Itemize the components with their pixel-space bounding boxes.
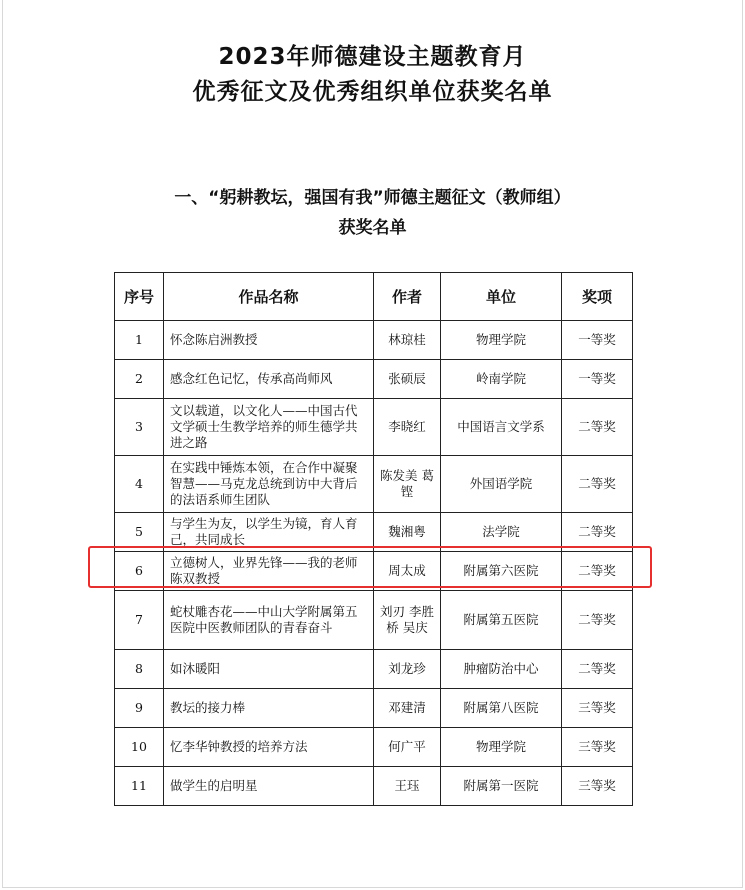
header-author: 作者 bbox=[374, 273, 441, 321]
cell-unit: 岭南学院 bbox=[441, 360, 562, 399]
table-row bbox=[115, 689, 633, 728]
cell-no: 8 bbox=[115, 650, 164, 689]
cell-award: 二等奖 bbox=[562, 399, 633, 456]
header-unit: 单位 bbox=[441, 273, 562, 321]
cell-author: 张硕辰 bbox=[374, 360, 441, 399]
table-row bbox=[115, 321, 633, 360]
header-no: 序号 bbox=[115, 273, 164, 321]
cell-award: 二等奖 bbox=[562, 552, 633, 591]
cell-author: 刘龙珍 bbox=[374, 650, 441, 689]
table-row bbox=[115, 650, 633, 689]
cell-award: 二等奖 bbox=[562, 456, 633, 513]
table-row bbox=[115, 456, 633, 513]
cell-award: 一等奖 bbox=[562, 360, 633, 399]
cell-no: 10 bbox=[115, 728, 164, 767]
section-subtitle-line1: 一、“躬耕教坛，强国有我”师德主题征文（教师组） bbox=[174, 188, 571, 208]
cell-no: 5 bbox=[115, 513, 164, 552]
table-row bbox=[115, 360, 633, 399]
cell-no: 4 bbox=[115, 456, 164, 513]
cell-award: 一等奖 bbox=[562, 321, 633, 360]
cell-unit: 肿瘤防治中心 bbox=[441, 650, 562, 689]
cell-author: 林琼桂 bbox=[374, 321, 441, 360]
page-title-line2: 优秀征文及优秀组织单位获奖名单 bbox=[192, 79, 553, 105]
cell-award: 三等奖 bbox=[562, 689, 633, 728]
cell-title: 怀念陈启洲教授 bbox=[164, 321, 374, 360]
cell-no: 2 bbox=[115, 360, 164, 399]
table-row bbox=[115, 399, 633, 456]
header-title: 作品名称 bbox=[164, 273, 374, 321]
cell-title: 文以载道，以文化人——中国古代文学硕士生教学培养的师生德学共进之路 bbox=[164, 399, 374, 456]
page-title-line1: 2023年师德建设主题教育月 bbox=[218, 44, 527, 70]
cell-author: 邓建清 bbox=[374, 689, 441, 728]
table-row bbox=[115, 591, 633, 650]
cell-title: 忆李华钟教授的培养方法 bbox=[164, 728, 374, 767]
cell-no: 9 bbox=[115, 689, 164, 728]
cell-unit: 附属第五医院 bbox=[441, 591, 562, 650]
header-award: 奖项 bbox=[562, 273, 633, 321]
cell-unit: 物理学院 bbox=[441, 728, 562, 767]
table-header-row bbox=[115, 273, 633, 321]
cell-author: 周太成 bbox=[374, 552, 441, 591]
cell-no: 7 bbox=[115, 591, 164, 650]
cell-award: 二等奖 bbox=[562, 513, 633, 552]
section-subtitle-line2: 获奖名单 bbox=[338, 218, 407, 238]
cell-unit: 外国语学院 bbox=[441, 456, 562, 513]
cell-unit: 附属第一医院 bbox=[441, 767, 562, 806]
cell-unit: 法学院 bbox=[441, 513, 562, 552]
cell-no: 11 bbox=[115, 767, 164, 806]
cell-unit: 附属第八医院 bbox=[441, 689, 562, 728]
cell-author: 李晓红 bbox=[374, 399, 441, 456]
cell-unit: 附属第六医院 bbox=[441, 552, 562, 591]
cell-award: 三等奖 bbox=[562, 767, 633, 806]
table-row bbox=[115, 728, 633, 767]
cell-author: 陈发美 葛铿 bbox=[374, 456, 441, 513]
cell-author: 王珏 bbox=[374, 767, 441, 806]
award-table bbox=[114, 272, 633, 806]
cell-award: 二等奖 bbox=[562, 591, 633, 650]
cell-title: 如沐暖阳 bbox=[164, 650, 374, 689]
highlight-box bbox=[88, 546, 652, 588]
cell-author: 刘刃 李胜桥 吴庆 bbox=[374, 591, 441, 650]
cell-title: 在实践中锤炼本领，在合作中凝聚智慧——马克龙总统到访中大背后的法语系师生团队 bbox=[164, 456, 374, 513]
cell-unit: 物理学院 bbox=[441, 321, 562, 360]
cell-award: 二等奖 bbox=[562, 650, 633, 689]
cell-author: 魏湘粤 bbox=[374, 513, 441, 552]
cell-no: 6 bbox=[115, 552, 164, 591]
cell-title: 蛇杖雕杏花——中山大学附属第五医院中医教师团队的青春奋斗 bbox=[164, 591, 374, 650]
cell-no: 1 bbox=[115, 321, 164, 360]
cell-award: 三等奖 bbox=[562, 728, 633, 767]
cell-title: 与学生为友，以学生为镜，育人育己，共同成长 bbox=[164, 513, 374, 552]
cell-title: 感念红色记忆，传承高尚师风 bbox=[164, 360, 374, 399]
cell-no: 3 bbox=[115, 399, 164, 456]
table-row bbox=[115, 767, 633, 806]
cell-title: 教坛的接力棒 bbox=[164, 689, 374, 728]
cell-title: 做学生的启明星 bbox=[164, 767, 374, 806]
cell-unit: 中国语言文学系 bbox=[441, 399, 562, 456]
cell-author: 何广平 bbox=[374, 728, 441, 767]
cell-title: 立德树人，业界先锋——我的老师陈双教授 bbox=[164, 552, 374, 591]
